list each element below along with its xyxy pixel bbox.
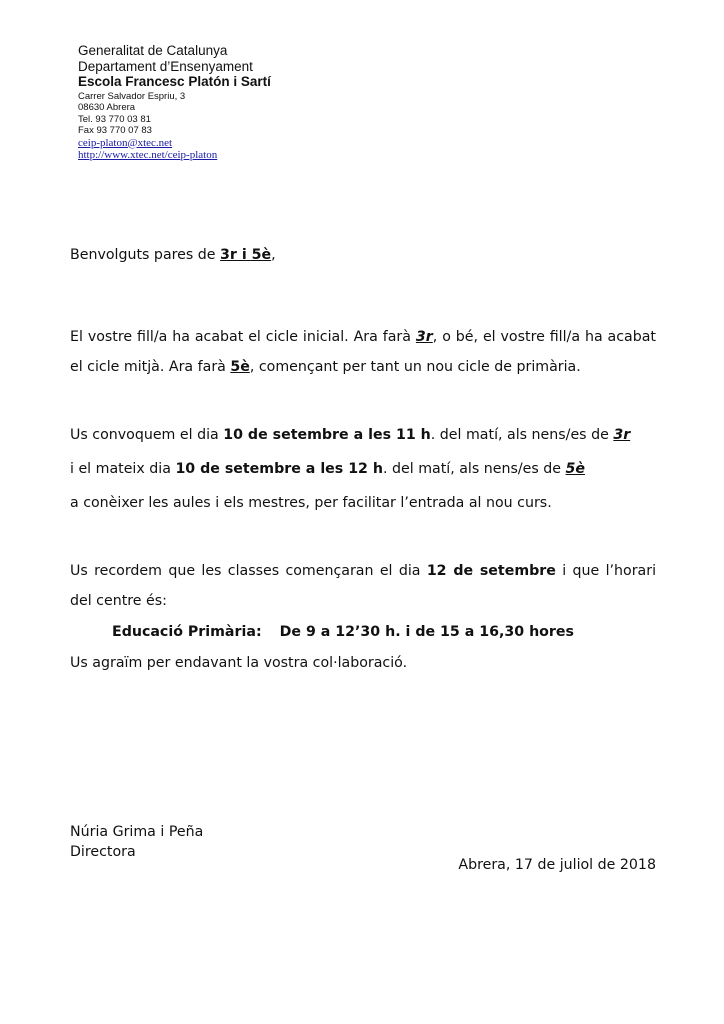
thanks-text: Us agraïm per endavant la vostra col·laboració. bbox=[70, 655, 408, 671]
p1-text-c: , començant per tant un nou cicle de primària. bbox=[249, 359, 581, 375]
greeting-prefix: Benvolguts pares de bbox=[70, 247, 221, 263]
p3-text-a: Us recordem que les classes començaran el dia bbox=[70, 563, 427, 579]
p2-l3: a conèixer les aules i els mestres, per facilitar l’entrada al nou curs. bbox=[70, 495, 552, 511]
schedule-hours: De 9 a 12’30 h. i de 15 a 16,30 hores bbox=[279, 624, 574, 640]
p2-l2-date: 10 de setembre a les 12 h bbox=[175, 461, 383, 477]
p2-l2-text-a: i el mateix dia bbox=[70, 461, 176, 477]
schedule-label: Educació Primària: bbox=[112, 624, 262, 640]
p2-l1-grade: 3r bbox=[613, 427, 631, 443]
paragraph-start bbox=[70, 556, 656, 616]
org-name: Generalitat de Catalunya bbox=[78, 43, 228, 58]
signer-title: Directora bbox=[70, 844, 136, 860]
p2-l2-grade: 5è bbox=[565, 461, 586, 477]
greeting-suffix: , bbox=[271, 247, 276, 263]
p1-text-a: El vostre fill/a ha acabat el cicle inicial. Ara farà bbox=[70, 329, 416, 345]
p2-l2-text-b: . del matí, als nens/es de bbox=[382, 461, 566, 477]
letterhead bbox=[78, 43, 271, 161]
school-postal: 08630 Abrera bbox=[78, 102, 136, 113]
paragraph-convocation bbox=[70, 420, 656, 518]
greeting-grades: 3r i 5è bbox=[220, 247, 272, 263]
signature bbox=[70, 822, 656, 862]
school-name: Escola Francesc Platón i Sartí bbox=[78, 74, 271, 89]
paragraph-cycle bbox=[70, 322, 656, 382]
schedule bbox=[112, 617, 672, 647]
thanks bbox=[70, 648, 656, 678]
p2-l1-text-a: Us convoquem el dia bbox=[70, 427, 224, 443]
p3-text-b: i que l’horari del centre és: bbox=[70, 563, 657, 609]
place-date: Abrera, 17 de juliol de 2018 bbox=[458, 857, 656, 873]
email-link[interactable]: ceip-platon@xtec.net bbox=[78, 136, 173, 149]
p1-grade-5: 5è bbox=[230, 359, 250, 375]
signer-name: Núria Grima i Peña bbox=[70, 824, 204, 840]
school-fax: Fax 93 770 07 83 bbox=[78, 125, 152, 136]
p2-l1-text-b: . del matí, als nens/es de bbox=[430, 427, 614, 443]
school-address: Carrer Salvador Espriu, 3 bbox=[78, 90, 186, 102]
p2-l1-date: 10 de setembre a les 11 h bbox=[223, 427, 431, 443]
p3-date: 12 de setembre bbox=[426, 563, 556, 579]
p1-grade-3: 3r bbox=[415, 329, 433, 345]
p1-text-b: , o bé, el vostre fill/a ha acabat el cicle mitjà. Ara farà bbox=[70, 329, 656, 375]
school-tel: Tel. 93 770 03 81 bbox=[78, 113, 151, 125]
greeting bbox=[70, 240, 656, 270]
website-link[interactable]: http://www.xtec.net/ceip-platon bbox=[78, 148, 218, 161]
department-name: Departament d’Ensenyament bbox=[78, 58, 253, 74]
